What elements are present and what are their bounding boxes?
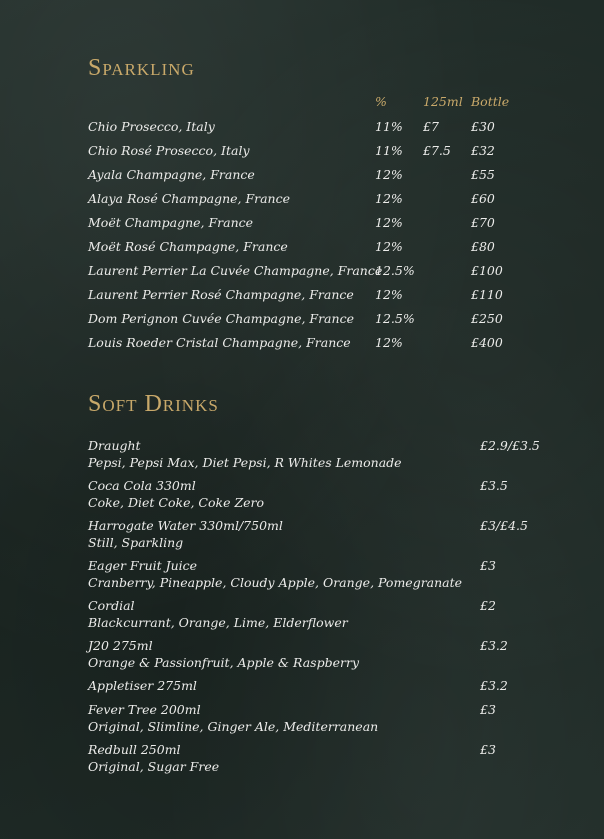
item-name: Harrogate Water 330ml/750ml	[88, 518, 283, 533]
header-bottle: Bottle	[471, 94, 510, 109]
soft-drinks-heading: Soft Drinks	[88, 391, 219, 417]
list-item	[88, 600, 558, 629]
item-bottle-price: £30	[471, 119, 495, 134]
item-name: Laurent Perrier La Cuvée Champagne, France	[88, 263, 383, 278]
header-percent: %	[375, 94, 387, 109]
item-bottle-price: £60	[471, 191, 495, 206]
item-abv: 12%	[375, 191, 403, 206]
item-price: £2	[480, 598, 496, 613]
item-name: Laurent Perrier Rosé Champagne, France	[88, 287, 354, 302]
item-bottle-price: £32	[471, 143, 495, 158]
item-bottle-price: £110	[471, 287, 503, 302]
list-item	[88, 640, 558, 669]
list-item	[88, 744, 558, 773]
item-price: £3.2	[480, 638, 508, 653]
item-name: Cordial	[88, 598, 135, 613]
item-bottle-price: £80	[471, 239, 495, 254]
item-bottle-price: £70	[471, 215, 495, 230]
item-price: £3.5	[480, 478, 508, 493]
item-price: £3	[480, 558, 496, 573]
item-bottle-price: £55	[471, 167, 495, 182]
item-abv: 12.5%	[375, 263, 415, 278]
item-abv: 12%	[375, 215, 403, 230]
list-item	[88, 704, 558, 733]
item-abv: 11%	[375, 143, 403, 158]
list-item	[88, 440, 558, 469]
item-name: Draught	[88, 438, 141, 453]
item-name: Chio Rosé Prosecco, Italy	[88, 143, 250, 158]
item-abv: 12.5%	[375, 311, 415, 326]
sparkling-heading: Sparkling	[88, 55, 195, 81]
item-name: Moët Rosé Champagne, France	[88, 239, 288, 254]
item-name: Coca Cola 330ml	[88, 478, 196, 493]
item-options: Original, Sugar Free	[88, 758, 220, 774]
item-name: Louis Roeder Cristal Champagne, France	[88, 335, 351, 350]
item-name: Chio Prosecco, Italy	[88, 119, 215, 134]
item-options: Pepsi, Pepsi Max, Diet Pepsi, R Whites Lemonade	[88, 454, 402, 470]
item-name: Ayala Champagne, France	[88, 167, 255, 182]
item-options: Cranberry, Pineapple, Cloudy Apple, Orange, Pomegranate	[88, 574, 463, 590]
item-name: Dom Perignon Cuvée Champagne, France	[88, 311, 354, 326]
item-bottle-price: £400	[471, 335, 503, 350]
item-name: Redbull 250ml	[88, 742, 181, 757]
item-price: £3/£4.5	[480, 518, 528, 533]
header-125ml: 125ml	[423, 94, 463, 109]
item-price: £2.9/£3.5	[480, 438, 540, 453]
item-125ml-price: £7	[423, 119, 439, 134]
item-options: Original, Slimline, Ginger Ale, Mediterranean	[88, 718, 379, 734]
item-bottle-price: £250	[471, 311, 503, 326]
item-abv: 12%	[375, 335, 403, 350]
item-125ml-price: £7.5	[423, 143, 451, 158]
item-name: J20 275ml	[88, 638, 153, 653]
item-abv: 12%	[375, 287, 403, 302]
item-abv: 12%	[375, 239, 403, 254]
item-name: Alaya Rosé Champagne, France	[88, 191, 291, 206]
list-item	[88, 680, 558, 693]
item-price: £3.2	[480, 678, 508, 693]
item-options: Orange & Passionfruit, Apple & Raspberry	[88, 654, 360, 670]
item-abv: 12%	[375, 167, 403, 182]
item-name: Eager Fruit Juice	[88, 558, 198, 573]
item-price: £3	[480, 742, 496, 757]
item-bottle-price: £100	[471, 263, 503, 278]
item-name: Fever Tree 200ml	[88, 702, 201, 717]
item-options: Coke, Diet Coke, Coke Zero	[88, 494, 265, 510]
item-options: Blackcurrant, Orange, Lime, Elderflower	[88, 614, 348, 630]
item-name: Moët Champagne, France	[88, 215, 254, 230]
list-item	[88, 520, 558, 549]
item-options: Still, Sparkling	[88, 534, 184, 550]
item-name: Appletiser 275ml	[88, 678, 197, 693]
list-item	[88, 480, 558, 509]
list-item	[88, 560, 558, 589]
item-abv: 11%	[375, 119, 403, 134]
item-price: £3	[480, 702, 496, 717]
